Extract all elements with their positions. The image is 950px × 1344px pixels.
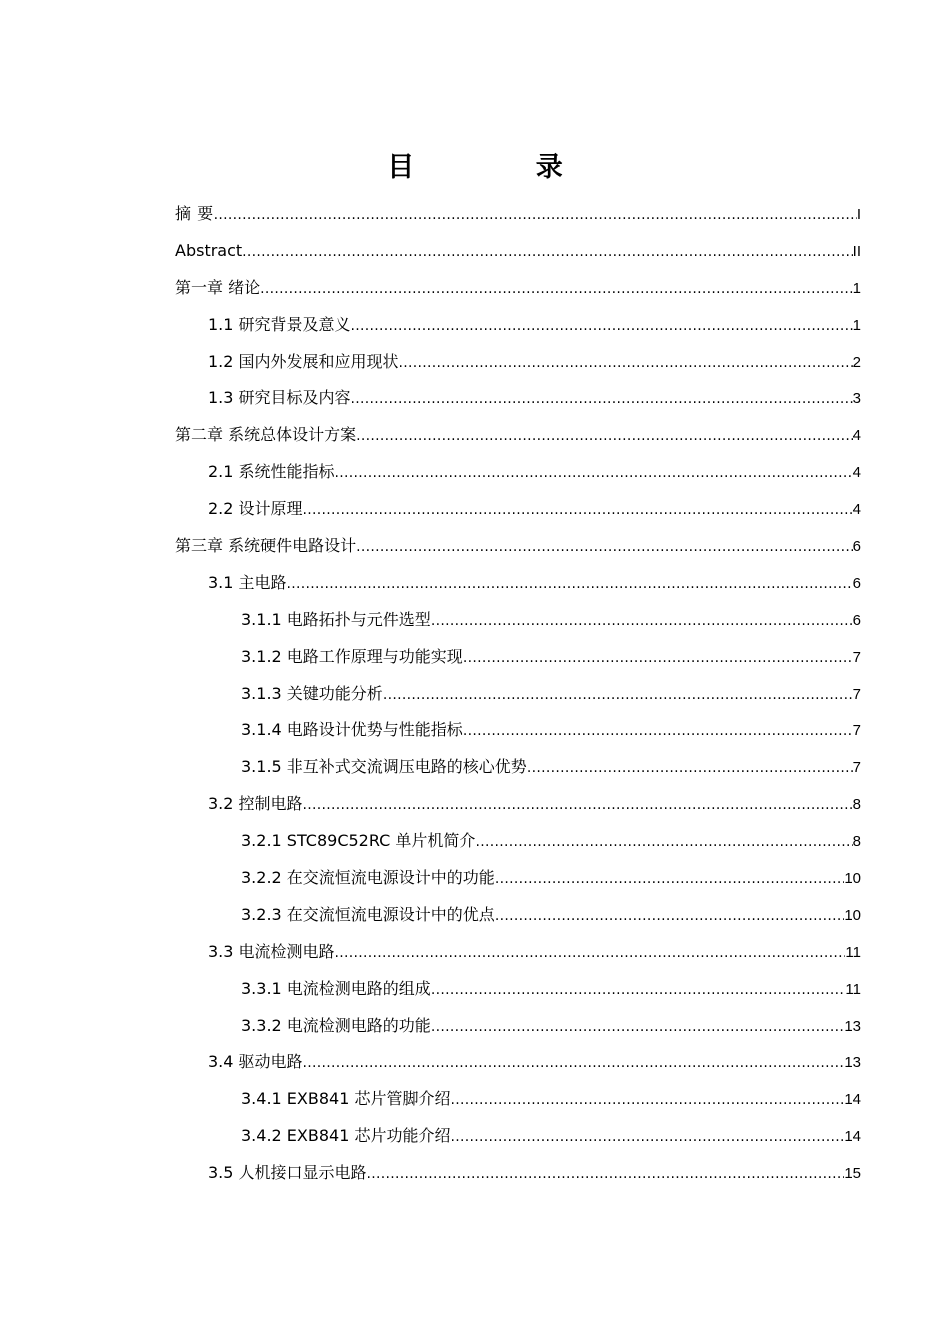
dot-leader [367, 1155, 845, 1193]
dot-leader [303, 491, 853, 529]
toc-entry[interactable] [175, 897, 861, 934]
toc-page-number: 7 [852, 685, 861, 703]
toc-page-number: 14 [844, 1128, 861, 1146]
toc-entry-text: Abstract [175, 240, 243, 260]
page-title: 目 录 [387, 152, 619, 183]
dot-leader [287, 565, 853, 603]
toc-entry-text: 3.3.2 电流检测电路的功能 [241, 1015, 431, 1035]
toc-entry-text: 3.4.2 EXB841 芯片功能介绍 [241, 1126, 451, 1146]
toc-page-number: II [852, 242, 861, 260]
toc-entry[interactable] [175, 565, 861, 602]
toc-page-number: 8 [852, 833, 861, 851]
toc-entry[interactable] [175, 676, 861, 713]
toc-page-number: 14 [844, 1091, 861, 1109]
dot-leader [475, 823, 852, 861]
toc-entry-text: 3.1 主电路 [208, 572, 287, 592]
dot-leader [356, 417, 853, 455]
toc-entry[interactable] [175, 749, 861, 786]
toc-page-number: 11 [845, 943, 861, 961]
toc-entry-text: 3.1.4 电路设计优势与性能指标 [241, 720, 463, 740]
toc-entry[interactable] [175, 860, 861, 897]
dot-leader [463, 712, 853, 750]
toc-entry-text: 摘 要 [175, 204, 214, 223]
toc-page-number: 10 [844, 906, 861, 924]
toc-entry-text: 3.3.1 电流检测电路的组成 [241, 978, 431, 998]
dot-leader [463, 639, 853, 677]
toc-entry-text: 3.2.2 在交流恒流电源设计中的功能 [241, 868, 495, 888]
toc-entry[interactable] [175, 602, 861, 639]
toc-entry[interactable] [175, 233, 861, 270]
toc-page-number: 10 [844, 870, 861, 888]
toc-entry-text: 3.1.3 关键功能分析 [241, 683, 383, 703]
toc-page-number: 15 [844, 1165, 861, 1183]
toc-entry-text: 3.1.2 电路工作原理与功能实现 [241, 646, 463, 666]
toc-entry-text: 3.5 人机接口显示电路 [208, 1163, 367, 1183]
toc-page-number: 13 [844, 1054, 861, 1072]
table-of-contents [175, 196, 861, 1192]
dot-leader [450, 1118, 844, 1156]
toc-page-number: 7 [852, 759, 861, 777]
dot-leader [214, 196, 857, 234]
toc-page-number: 6 [852, 611, 861, 629]
toc-entry-text: 第三章 系统硬件电路设计 [175, 536, 357, 556]
toc-page-number: 3 [852, 390, 861, 408]
dot-leader [495, 860, 845, 898]
toc-entry[interactable] [175, 971, 861, 1008]
toc-page-number: I [856, 206, 861, 223]
toc-entry-text: 3.1.5 非互补式交流调压电路的核心优势 [241, 757, 527, 777]
toc-page-number: 2 [852, 353, 861, 371]
dot-leader [450, 1081, 844, 1119]
toc-entry[interactable] [175, 1081, 861, 1118]
toc-page-number: 13 [844, 1017, 861, 1035]
toc-page-number: 6 [852, 538, 861, 556]
toc-entry[interactable] [175, 491, 861, 528]
toc-entry-text: 3.2.1 STC89C52RC 单片机简介 [241, 831, 476, 851]
toc-page-number: 7 [852, 722, 861, 740]
toc-entry-text: 3.2 控制电路 [208, 794, 303, 814]
toc-entry-text: 1.3 研究目标及内容 [208, 388, 351, 408]
dot-leader [242, 233, 852, 271]
toc-entry[interactable] [175, 344, 861, 381]
dot-leader [260, 270, 853, 308]
toc-entry[interactable] [175, 454, 861, 491]
toc-entry-text: 第一章 绪论 [175, 277, 261, 297]
toc-entry[interactable] [175, 1044, 861, 1081]
toc-entry[interactable] [175, 307, 861, 344]
toc-page-number: 7 [852, 648, 861, 666]
toc-entry[interactable] [175, 823, 861, 860]
toc-entry-text: 2.2 设计原理 [208, 499, 303, 519]
toc-entry-text: 3.4 驱动电路 [208, 1052, 303, 1072]
toc-entry-text: 1.1 研究背景及意义 [208, 314, 351, 334]
toc-page-number: 4 [852, 464, 861, 482]
dot-leader [351, 380, 853, 418]
toc-entry[interactable] [175, 1155, 861, 1192]
dot-leader [335, 454, 853, 492]
toc-page-number: 4 [852, 501, 861, 519]
toc-page-number: 11 [845, 980, 861, 998]
toc-page-number: 6 [852, 574, 861, 592]
dot-leader [431, 602, 853, 640]
toc-entry[interactable] [175, 1118, 861, 1155]
toc-entry-text: 3.1.1 电路拓扑与元件选型 [241, 609, 431, 629]
toc-entry[interactable] [175, 1008, 861, 1045]
toc-page-number: 4 [852, 427, 861, 445]
toc-entry[interactable] [175, 712, 861, 749]
dot-leader [356, 528, 853, 566]
toc-entry[interactable] [175, 786, 861, 823]
toc-entry[interactable] [175, 528, 861, 565]
toc-entry[interactable] [175, 380, 861, 417]
dot-leader [495, 897, 845, 935]
dot-leader [303, 1044, 845, 1082]
dot-leader [527, 749, 853, 787]
toc-entry[interactable] [175, 417, 861, 454]
dot-leader [303, 786, 853, 824]
dot-leader [383, 676, 853, 714]
dot-leader [399, 344, 853, 382]
dot-leader [431, 971, 846, 1009]
toc-entry-text: 1.2 国内外发展和应用现状 [208, 351, 399, 371]
toc-page-number: 8 [852, 796, 861, 814]
toc-entry[interactable] [175, 196, 861, 233]
toc-entry[interactable] [175, 270, 861, 307]
toc-entry[interactable] [175, 934, 861, 971]
toc-page-number: 1 [852, 316, 861, 334]
toc-entry[interactable] [175, 639, 861, 676]
toc-entry-text: 2.1 系统性能指标 [208, 462, 335, 482]
toc-entry-text: 第二章 系统总体设计方案 [175, 425, 357, 445]
toc-entry-text: 3.2.3 在交流恒流电源设计中的优点 [241, 904, 495, 924]
toc-page-number: 1 [852, 279, 861, 297]
dot-leader [431, 1008, 845, 1046]
dot-leader [335, 934, 846, 972]
toc-entry-text: 3.4.1 EXB841 芯片管脚介绍 [241, 1089, 451, 1109]
toc-entry-text: 3.3 电流检测电路 [208, 941, 335, 961]
dot-leader [351, 307, 853, 345]
